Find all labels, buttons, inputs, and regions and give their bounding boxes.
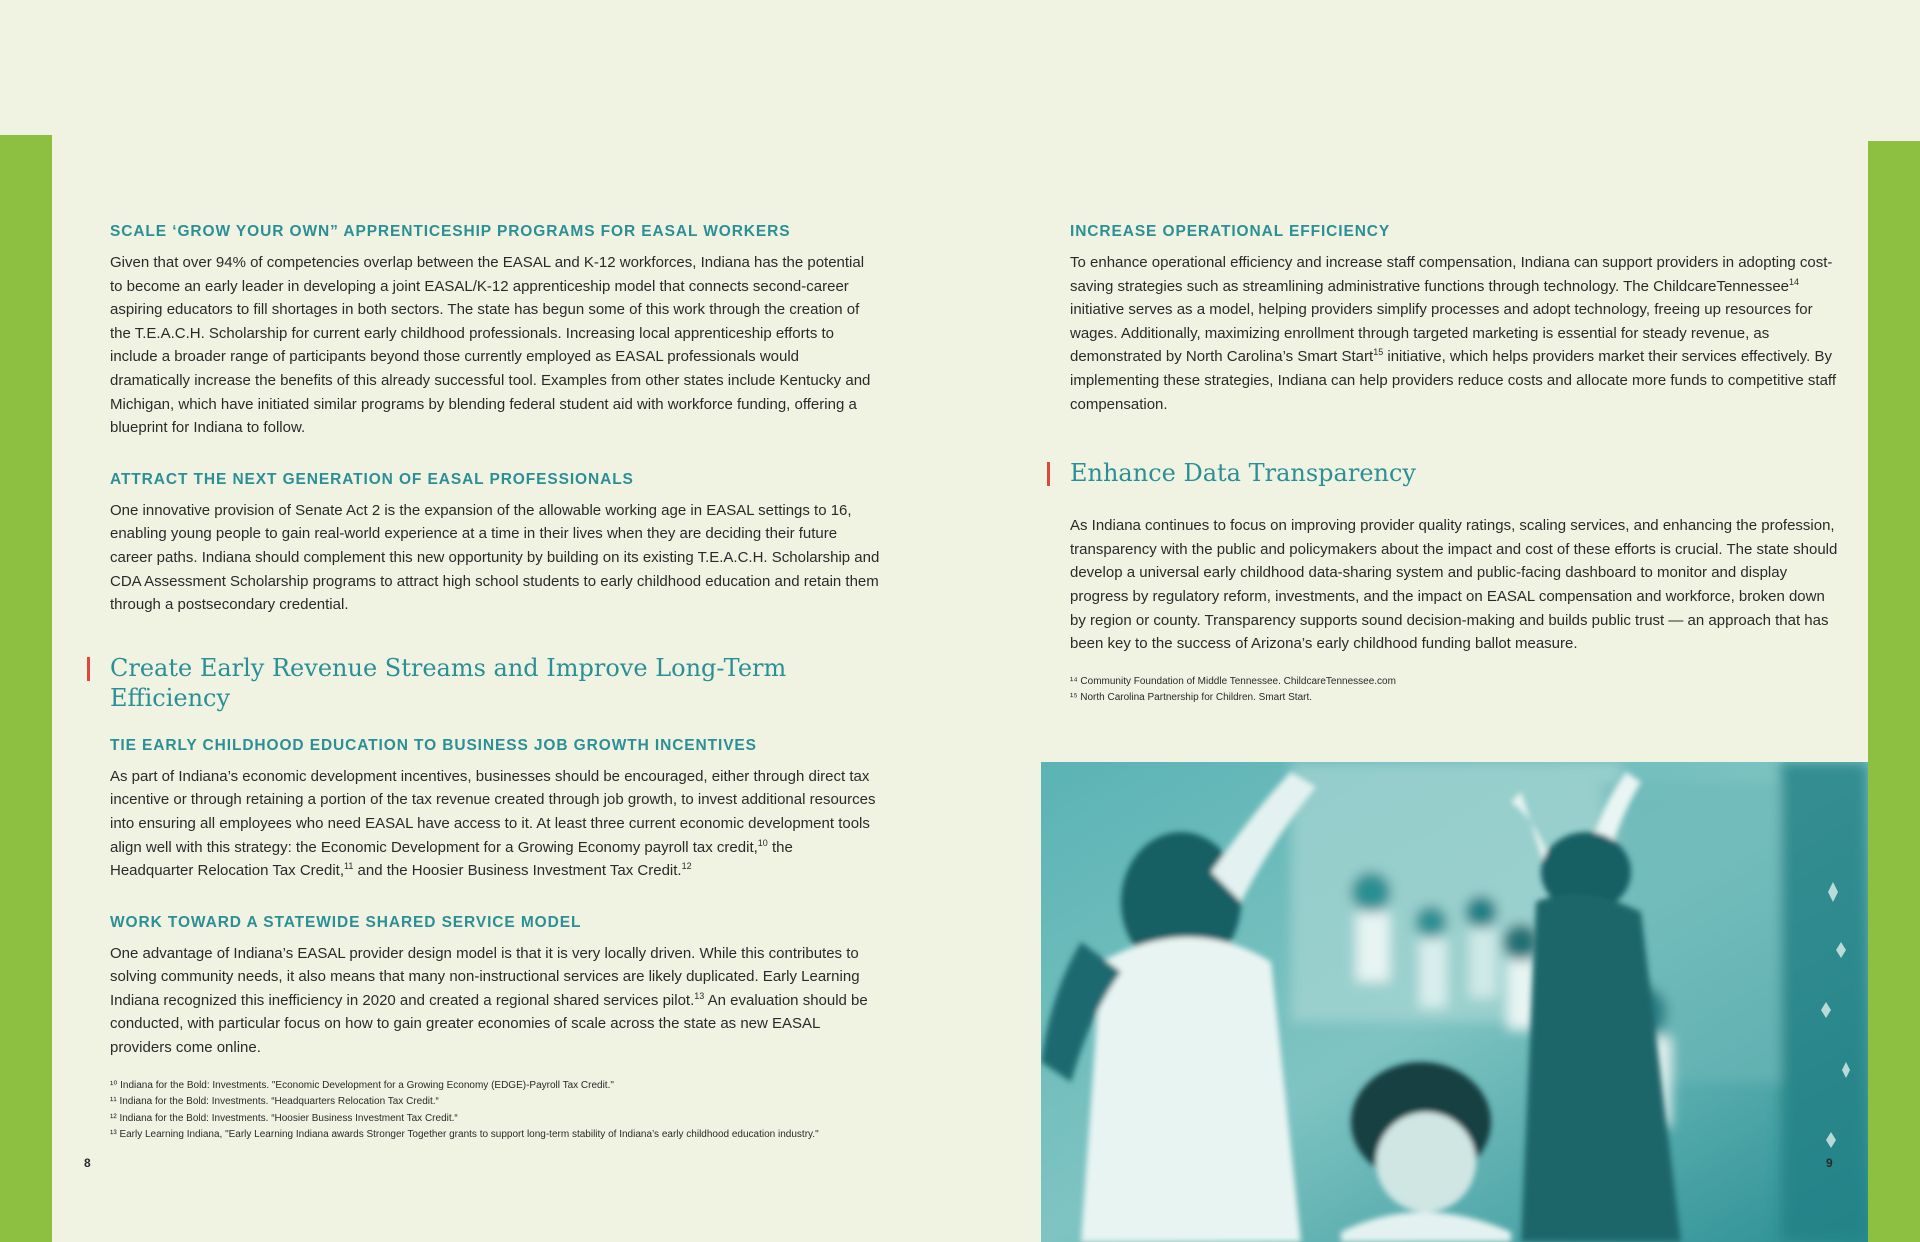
data-transparency-paragraph: As Indiana continues to focus on improving provider quality ratings, scaling services, and enhancing the profession, transparency with the public and policymakers about the impact and cost of these efforts is crucial. The state should develop a universal early childhood data-sharing system and public-facing dashboard to monitor and display progress by regulatory reform, investments, and the impact on EASAL compensation and workforce, broken down by region or county. Transparency supports sound decision-making and builds public trust — an approach that has been key to the success of Arizona’s early childhood funding ballot measure.: [1070, 517, 1838, 653]
footnote-ref-15: 15: [1373, 347, 1384, 358]
job-growth-incentives-heading: TIE EARLY CHILDHOOD EDUCATION TO BUSINESS JOB GROWTH INCENTIVES: [110, 736, 757, 754]
section-accent-rule: [1047, 462, 1050, 486]
footnote-ref-13: 13: [694, 990, 705, 1001]
right-page-column: [1070, 222, 1840, 707]
footnote-ref-14: 14: [1789, 276, 1800, 287]
footnote-ref-11: 11: [344, 861, 354, 872]
left-page-column: [110, 222, 880, 1144]
next-generation-paragraph: One innovative provision of Senate Act 2 is the expansion of the allowable working age in EASAL settings to 16, enabling young people to gain real-world experience at a time in their lives when they are deciding their future career paths. Indiana should complement this new opportunity by building on its existing T.E.A.C.H. Scholarship and CDA Assessment Scholarship programs to attract high school students to early childhood education and retain them through a postsecondary credential.: [110, 501, 880, 614]
grow-your-own-paragraph: Given that over 94% of competencies overlap between the EASAL and K-12 workforces, Indiana has the potential to become an early leader in developing a joint EASAL/K-12 apprenticeship model that connects second-career aspiring educators to fill shortages in both sectors. The state has begun some of this work through the creation of the T.E.A.C.H. Scholarship for current early childhood professionals. Increasing local apprenticeship efforts to include a broader range of participants beyond those currently employed as EASAL professionals would dramatically increase the benefits of this already successful tool. Examples from other states include Kentucky and Michigan, which have initiated similar programs by blending federal student aid with workforce funding, offering a blueprint for Indiana to follow.: [110, 254, 871, 437]
page-number-left: 8: [84, 1156, 91, 1170]
section-accent-rule: [87, 657, 90, 681]
shared-service-model-heading: WORK TOWARD A STATEWIDE SHARED SERVICE MODEL: [110, 913, 582, 931]
page-number-right: 9: [1826, 1156, 1833, 1170]
revenue-streams-title-text: Create Early Revenue Streams and Improve Long-Term Efficiency: [110, 653, 787, 712]
footnote-15: ¹⁵ North Carolina Partnership for Children. Smart Start.: [1070, 692, 1313, 704]
grow-your-own-heading: SCALE ‘GROW YOUR OWN” APPRENTICESHIP PROGRAMS FOR EASAL WORKERS: [110, 223, 791, 240]
data-transparency-title-text: Enhance Data Transparency: [1070, 459, 1416, 488]
next-generation-heading: ATTRACT THE NEXT GENERATION OF EASAL PROFESSIONALS: [110, 470, 634, 488]
operational-efficiency-heading: INCREASE OPERATIONAL EFFICIENCY: [1070, 223, 1391, 240]
footnote-10: ¹⁰ Indiana for the Bold: Investments. "Economic Development for a Growing Economy (EDGE)-Payroll Tax Credit.": [110, 1079, 614, 1091]
footnote-ref-12: 12: [681, 861, 692, 872]
left-footnotes: [110, 1078, 880, 1144]
footnote-ref-10: 10: [757, 837, 768, 848]
right-footnotes: [1070, 674, 1840, 707]
revenue-streams-section-title: [110, 653, 880, 713]
footnote-12: ¹² Indiana for the Bold: Investments. “Hoosier Business Investment Tax Credit.“: [110, 1112, 458, 1124]
job-growth-incentives-paragraph: As part of Indiana’s economic development incentives, businesses should be encouraged, either through direct tax incentive or through retaining a portion of the tax revenue created through job growth, to invest additional resources into ensuring all employees who need EASAL have access to it. At least three current economic development tools align well with this strategy: the Economic Development for a Growing Economy payroll tax credit,$^{10}$ the Headquarter Relocation Tax Credit,$^{11}$ and the Hoosier Business Investment Tax Credit.$^{12}$: [110, 767, 876, 880]
footnote-11: ¹¹ Indiana for the Bold: Investments. “Headquarters Relocation Tax Credit.“: [110, 1096, 439, 1108]
left-green-margin-bar: [0, 135, 52, 1242]
data-transparency-section-title: [1070, 458, 1840, 488]
footnote-14: ¹⁴ Community Foundation of Middle Tennessee. ChildcareTennessee.com: [1070, 675, 1396, 687]
footnote-13: ¹³ Early Learning Indiana, "Early Learning Indiana awards Stronger Together grants to support long-term stability of Indiana’s early childhood education industry.": [110, 1129, 819, 1141]
shared-service-model-paragraph: One advantage of Indiana’s EASAL provider design model is that it is very locally driven. While this contributes to solving community needs, it also means that many non-instructional services are likely duplicated. Early Learning Indiana recognized this inefficiency in 2020 and created a regional shared services pilot.$^{13}$ An evaluation should be conducted, with particular focus on how to gain greater economies of scale across the state as new EASAL providers come online.: [110, 944, 868, 1057]
right-green-margin-bar: [1868, 141, 1920, 1242]
children-dancing-photo: [1041, 762, 1868, 1242]
operational-efficiency-paragraph: To enhance operational efficiency and increase staff compensation, Indiana can support providers in adopting cost-saving strategies such as streamlining administrative functions through technology. The ChildcareTennessee$^{14}$ initiative serves as a model, helping providers simplify processes and adopt technology, freeing up resources for wages. Additionally, maximizing enrollment through targeted marketing is essential for steady revenue, as demonstrated by North Carolina’s Smart Start$^{15}$ initiative, which helps providers market their services effectively. By implementing these strategies, Indiana can help providers reduce costs and allocate more funds to competitive staff compensation.: [1070, 254, 1836, 413]
